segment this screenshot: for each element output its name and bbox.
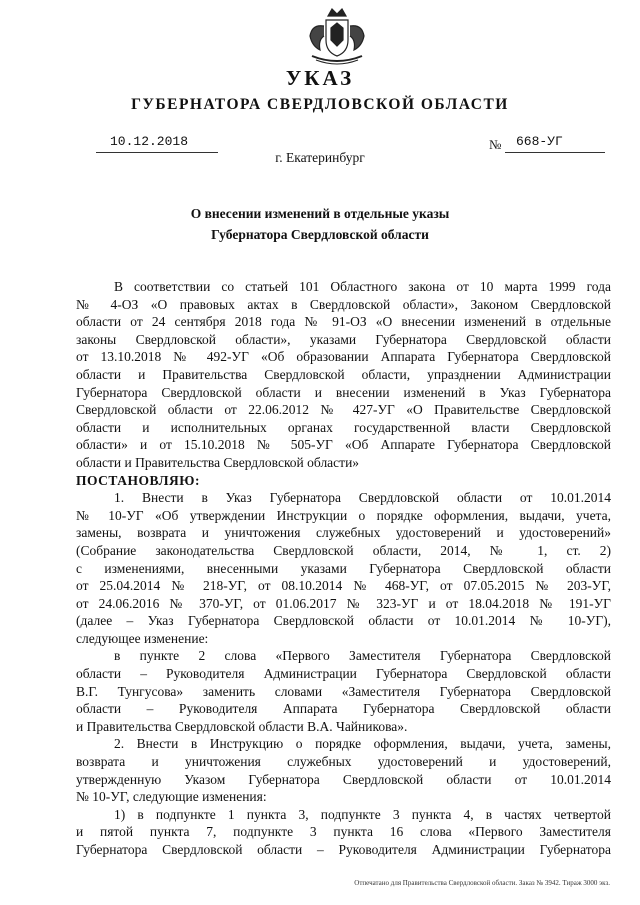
body-line: № 10-УГ, следующие изменения: — [76, 789, 267, 805]
decree-body — [76, 278, 611, 859]
decree-date: 10.12.2018 — [110, 134, 189, 149]
subject-line-2: Губернатора Свердловской области — [211, 227, 429, 242]
body-line: законы Свердловской области», указами Губернатора Свердловской области — [76, 331, 611, 347]
body-line: и пятой пункта 7, подпункте 3 пункта 16 слова «Первого Заместителя — [76, 824, 611, 840]
body-line: В.Г. Тунгусова» заменить словами «Заместителя Губернатора Свердловской — [76, 683, 611, 699]
body-line: 2. Внести в Инструкцию о порядке оформления, выдачи, учета, замены, — [114, 736, 611, 752]
number-sign: № — [489, 137, 502, 152]
decree-number: 668-УГ — [516, 134, 563, 149]
body-line: утвержденную Указом Губернатора Свердловской области от 10.01.2014 — [76, 771, 611, 787]
body-line: от 24.06.2016 № 370-УГ, от 01.06.2017 № 323-УГ и от 18.04.2018 № 191-УГ — [76, 595, 611, 611]
body-line: области и Правительства Свердловской области, упразднении Администрации — [76, 366, 611, 382]
body-line: области и Правительства Свердловской области» — [76, 454, 360, 470]
body-line: № 10-УГ «Об утверждении Инструкции о порядке оформления, выдачи, учета, — [76, 507, 611, 523]
body-line: № 4-ОЗ «О правовых актах в Свердловской области», Законом Свердловской — [76, 296, 611, 312]
body-line: области» и от 15.10.2018 № 505-УГ «Об Аппарате Губернатора Свердловской — [76, 437, 611, 453]
decree-subject — [0, 203, 640, 245]
body-line: от 13.10.2018 № 492-УГ «Об образовании Аппарата Губернатора Свердловской — [76, 349, 611, 365]
body-line: области от 24 сентября 2018 года № 91-ОЗ «О внесении изменений в отдельные — [76, 314, 611, 330]
body-line: следующее изменение: — [76, 630, 209, 646]
body-line: Свердловской области от 22.06.2012 № 427-УГ «О Правительстве Свердловской — [76, 402, 611, 418]
issuer-title: ГУБЕРНАТОРА СВЕРДЛОВСКОЙ ОБЛАСТИ — [131, 96, 509, 113]
body-line: области – Руководителя Администрации Губернатора Свердловской области — [76, 666, 611, 682]
body-line: области – Руководителя Аппарата Губернатора Свердловской области — [76, 701, 611, 717]
city: г. Екатеринбург — [275, 150, 365, 165]
body-line: области и исполнительных органах государственной власти Свердловской — [76, 419, 611, 435]
body-line: Губернатора Свердловской области – Руководителя Администрации Губернатора — [76, 842, 611, 857]
body-line: и Правительства Свердловской области В.А. Чайникова». — [76, 718, 408, 734]
decree-word: ПОСТАНОВЛЯЮ: — [76, 472, 200, 488]
body-line: с изменениями, внесенными указами Губернатора Свердловской области — [76, 560, 611, 576]
body-line: в пункте 2 слова «Первого Заместителя Губернатора Свердловской — [114, 648, 611, 664]
body-line: Губернатора Свердловской области и внесении изменений в Указ Губернатора — [76, 384, 611, 400]
subject-line-1: О внесении изменений в отдельные указы — [190, 206, 450, 221]
body-line: от 25.04.2014 № 218-УГ, от 08.10.2014 № 468-УГ, от 07.05.2015 № 203-УГ, — [76, 578, 611, 594]
body-line: (Собрание законодательства Свердловской области, 2014, № 1, ст. 2) — [76, 542, 611, 558]
body-line: замены, возврата и уничтожения служебных удостоверений и удостоверений» — [76, 525, 611, 541]
body-line: (далее – Указ Губернатора Свердловской области от 10.01.2014 № 10-УГ), — [76, 613, 611, 629]
print-footer: Отпечатано для Правительства Свердловской области. Заказ № 3942. Тираж 3000 экз. — [354, 879, 610, 887]
body-line: 1) в подпункте 1 пункта 3, подпункте 3 пункта 4, в частях четвертой — [114, 806, 611, 822]
body-line: В соответствии со статьей 101 Областного закона от 10 марта 1999 года — [114, 279, 611, 294]
document-type: УКАЗ — [285, 66, 355, 90]
body-line: 1. Внести в Указ Губернатора Свердловской области от 10.01.2014 — [114, 490, 611, 506]
coat-of-arms-icon — [302, 6, 372, 68]
body-line: возврата и уничтожения служебных удостоверений и удостоверений, — [76, 754, 611, 770]
